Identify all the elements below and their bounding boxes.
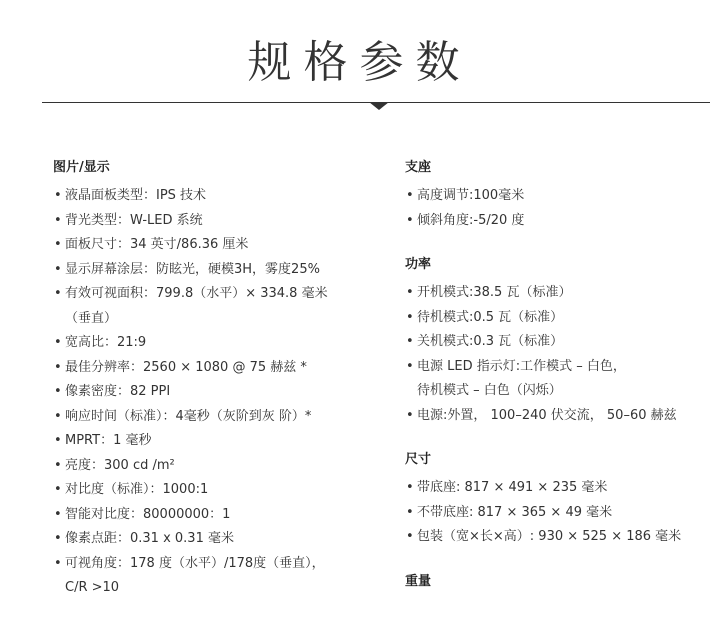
section-weight — [405, 572, 715, 592]
spec-item-text: • 倾斜角度:-5/20 度 — [417, 212, 525, 228]
spec-item-text: • 对比度（标准）：1000:1 — [65, 482, 209, 497]
left-column — [53, 158, 393, 623]
spec-item — [405, 209, 715, 234]
spec-item-text: • 电源:外置， 100–240 伏交流， 50–60 赫兹 — [417, 407, 677, 423]
spec-item — [405, 404, 715, 429]
spec-list — [405, 184, 715, 233]
spec-item — [53, 503, 393, 528]
spec-item — [53, 184, 393, 209]
section-display — [53, 158, 393, 601]
spec-item-text: • 有效可视面积：799.8（水平）× 334.8 毫米 — [65, 286, 328, 301]
section-stand-heading: 支座 — [405, 160, 432, 175]
spec-item-text: • 开机模式:38.5 瓦（标准） — [417, 285, 572, 300]
spec-list — [405, 281, 715, 428]
divider-notch-icon — [369, 102, 389, 110]
spec-item — [53, 478, 393, 503]
spec-item — [53, 356, 393, 381]
spec-item — [53, 454, 393, 479]
spec-item-text: • 带底座: 817 × 491 × 235 毫米 — [417, 480, 608, 495]
spec-item-text: • 最佳分辨率：2560 × 1080 @ 75 赫兹 * — [65, 359, 307, 375]
spec-item-text: 待机模式 – 白色（闪烁） — [417, 383, 562, 398]
spec-item — [405, 330, 715, 355]
spec-item-text: • MPRT：1 毫秒 — [65, 433, 152, 448]
spec-item-text: • 显示屏幕涂层：防眩光，硬模3H，雾度25% — [65, 261, 320, 277]
spec-item — [53, 209, 393, 234]
spec-item-text: C/R >10 — [65, 580, 120, 595]
section-size — [405, 450, 715, 550]
section-power — [405, 255, 715, 428]
spec-item — [405, 476, 715, 501]
spec-list — [53, 184, 393, 601]
spec-item — [405, 355, 715, 404]
spec-item — [405, 501, 715, 526]
spec-item — [53, 258, 393, 283]
spec-item-text: （垂直） — [65, 310, 118, 326]
spec-item — [405, 184, 715, 209]
spec-item-text: • 包装（宽×长×高）: 930 × 525 × 186 毫米 — [417, 529, 682, 544]
spec-item-text: • 背光类型：W-LED 系统 — [65, 212, 203, 228]
spec-item-text: • 液晶面板类型：IPS 技术 — [65, 188, 207, 203]
spec-item-text: • 亮度：300 cd /m² — [65, 457, 175, 473]
spec-item-text: • 像素点距：0.31 x 0.31 毫米 — [65, 531, 234, 546]
spec-item-text: • 待机模式:0.5 瓦（标准） — [417, 309, 564, 325]
right-column — [405, 158, 715, 614]
spec-item — [53, 527, 393, 552]
section-stand — [405, 158, 715, 233]
spec-item-text: • 响应时间（标准）：4毫秒（灰阶到灰 阶）* — [65, 408, 312, 424]
page-title: 规格参数 — [247, 37, 472, 88]
spec-item — [53, 331, 393, 356]
spec-item — [53, 405, 393, 430]
spec-item-text: • 宽高比：21:9 — [65, 335, 147, 350]
spec-item — [53, 380, 393, 405]
spec-item-text: • 不带底座: 817 × 365 × 49 毫米 — [417, 504, 613, 520]
section-weight-heading: 重量 — [405, 573, 432, 589]
spec-item-text: • 电源 LED 指示灯:工作模式 – 白色， — [417, 358, 626, 374]
spec-item — [405, 281, 715, 306]
spec-item — [53, 552, 393, 601]
section-size-heading: 尺寸 — [405, 452, 432, 467]
spec-item-text: • 高度调节:100毫米 — [417, 188, 525, 203]
spec-item-text: • 可视角度：178 度（水平）/178度（垂直）， — [65, 555, 325, 571]
spec-item — [405, 525, 715, 550]
spec-item — [53, 429, 393, 454]
spec-list — [405, 476, 715, 550]
section-power-heading: 功率 — [405, 257, 432, 272]
spec-item-text: • 面板尺寸：34 英寸/86.36 厘米 — [65, 237, 249, 252]
spec-item-text: • 智能对比度：80000000：1 — [65, 506, 231, 522]
spec-item — [405, 306, 715, 331]
spec-item — [53, 282, 393, 331]
section-display-heading: 图片/显示 — [53, 160, 110, 175]
spec-item-text: • 关机模式:0.3 瓦（标准） — [417, 334, 564, 349]
spec-item-text: • 像素密度：82 PPI — [65, 384, 171, 399]
spec-item — [53, 233, 393, 258]
